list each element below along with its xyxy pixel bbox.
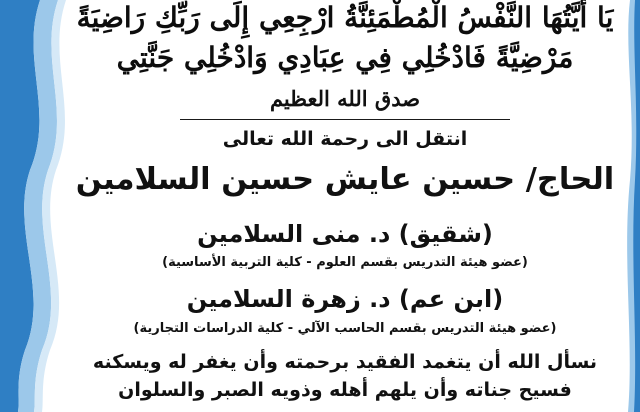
- verse-closing: صدق الله العظيم: [269, 86, 421, 111]
- relative-2-line: (ابن عم) د. زهرة السلامين: [186, 285, 504, 313]
- relative-1-description: (عضو هيئة التدريس بقسم العلوم - كلية التربية الأساسية): [162, 255, 528, 270]
- prayer-line-1: نسأل الله أن يتغمد الفقيد برحمته وأن يغفر له ويسكنه: [92, 351, 598, 373]
- separator-line: [180, 119, 510, 120]
- announcement-intro: انتقل الى رحمة الله تعالى: [222, 128, 468, 150]
- obituary-content: [70, 0, 620, 412]
- relative-2-description: (عضو هيئة التدريس بقسم الحاسب الآلي - كلية الدراسات التجارية): [133, 321, 557, 336]
- relative-1-line: (شقيق) د. منى السلامين: [197, 220, 493, 248]
- deceased-name: الحاج/ حسين عايش حسين السلامين: [75, 162, 615, 197]
- quran-verse-line-2: مَرْضِيَّةً فَادْخُلِي فِي عِبَادِي وَادْخُلِي جَنَّتِي: [116, 41, 574, 74]
- quran-verse-line-1: يَا أَيَّتُهَا النَّفْسُ الْمُطْمَئِنَّةُ ارْجِعِي إِلَى رَبِّكِ رَاضِيَةً: [76, 1, 614, 34]
- prayer-line-2: فسيح جناته وأن يلهم أهله وذويه الصبر والسلوان: [118, 379, 572, 401]
